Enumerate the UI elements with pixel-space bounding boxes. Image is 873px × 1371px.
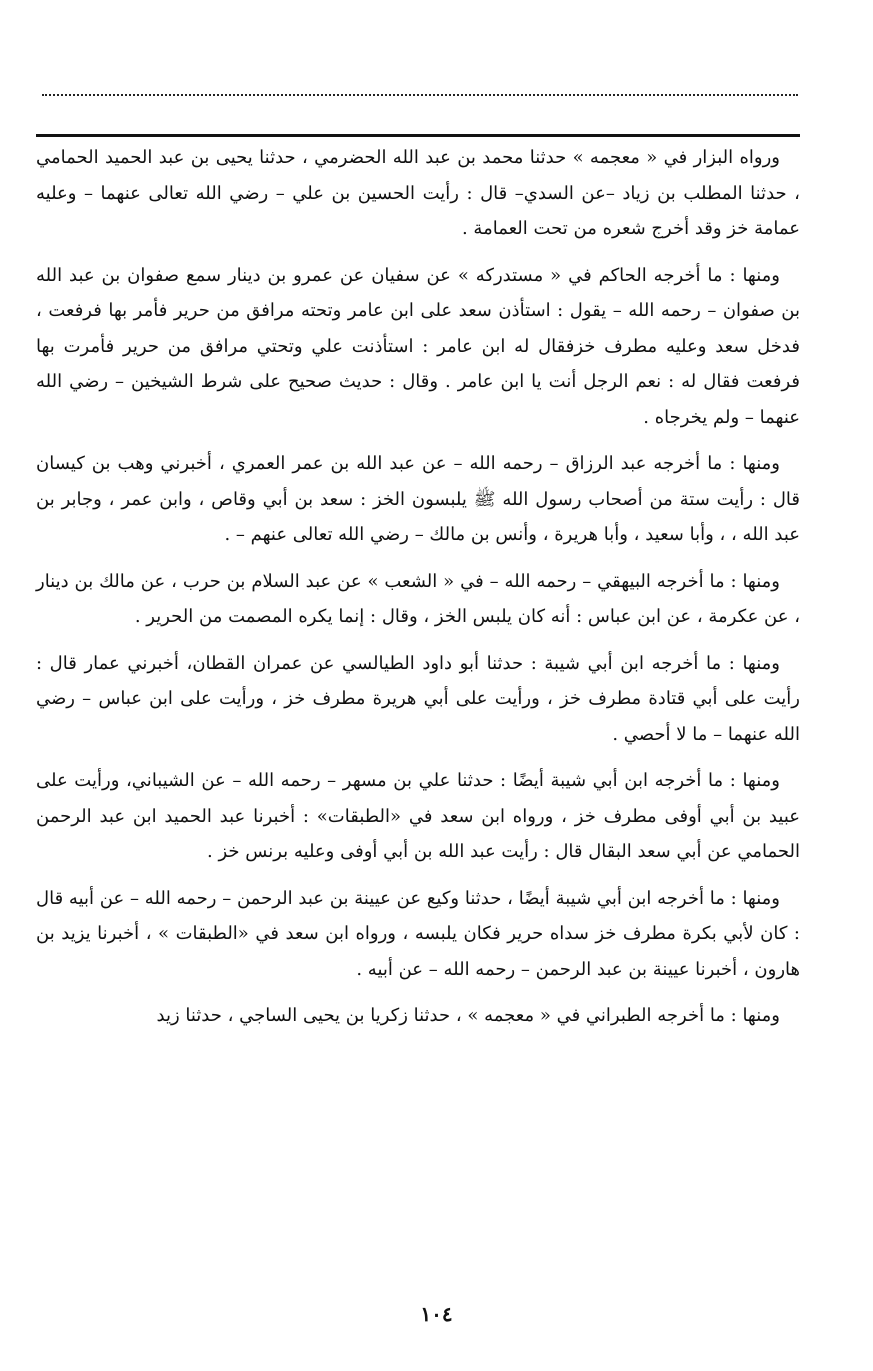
- paragraph: ومنها : ما أخرجه ابن أبي شيبة أيضًا ، حدثنا وكيع عن عيينة بن عبد الرحمن – رحمه الله – عن أبيه قال : كان لأبي بكرة مطرف خز سداه حرير فكان يلبسه ، ورواه ابن سعد في «الطبقات » ، أخبرنا يزيد بن هارون ، أخبرنا عيينة بن عبد الرحمن – رحمه الله – عن أبيه .: [36, 887, 800, 980]
- body-text: [36, 140, 800, 1034]
- paragraph: ومنها : ما أخرجه البيهقي – رحمه الله – في « الشعب » عن عبد السلام بن حرب ، عن مالك بن دينار ، عن عكرمة ، عن ابن عباس : أنه كان يلبس الخز ، وقال : إنما يكره المصمت من الحرير .: [36, 570, 800, 627]
- paragraph: ومنها : ما أخرجه عبد الرزاق – رحمه الله – عن عبد الله بن عمر العمري ، أخبرني وهب بن كيسان قال : رأيت ستة من أصحاب رسول الله ﷺ يلبسون الخز : سعد بن أبي وقاص ، وابن عمر ، وجابر بن عبد الله ، ، وأبا سعيد ، وأبا هريرة ، وأنس بن مالك – رضي الله تعالى عنهم – .: [36, 453, 800, 545]
- paragraph: ومنها : ما أخرجه الطبراني في « معجمه » ، حدثنا زكريا بن يحيى الساجي ، حدثنا زيد: [156, 1005, 780, 1026]
- header-dotted-line: [42, 94, 798, 96]
- paragraph: ومنها : ما أخرجه ابن أبي شيبة : حدثنا أبو داود الطيالسي عن عمران القطان، أخبرني عمار قال : رأيت على أبي قتادة مطرف خز ، ورأيت على أبي هريرة مطرف خز ، ورأيت على ابن عباس – رضي الله عنهما – ما لا أحصي .: [36, 652, 800, 745]
- paragraph: ومنها : ما أخرجه الحاكم في « مستدركه » عن سفيان عن عمرو بن دينار سمع صفوان بن عبد الله بن صفوان – رحمه الله – يقول : استأذن سعد على ابن عامر وتحته مرافق من حرير فأمر بها فرفعت ، فدخل سعد وعليه مطرف خزفقال له ابن عامر : استأذنت علي وتحتي مرافق من حرير فأمرت بها فرفعت فقال له : نعم الرجل أنت يا ابن عامر . وقال : حديث صحيح على شرط الشيخين – رضي الله عنهما – ولم يخرجاه .: [36, 264, 800, 428]
- paragraph: ومنها : ما أخرجه ابن أبي شيبة أيضًا : حدثنا علي بن مسهر – رحمه الله – عن الشيباني، ورأيت على عبيد بن أبي أوفى مطرف خز ، ورواه ابن سعد في «الطبقات» : أخبرنا عبد الحميد ابن عبد الرحمن الحمامي عن أبي سعد البقال قال : رأيت عبد الله بن أبي أوفى وعليه برنس خز .: [36, 770, 800, 862]
- paragraph: ورواه البزار في « معجمه » حدثنا محمد بن عبد الله الحضرمي ، حدثنا يحيى بن عبد الحميد الحمامي ، حدثنا المطلب بن زياد –عن السدي– قال : رأيت الحسين بن علي – رضي الله تعالى عنهما – وعليه عمامة خز وقد أخرج شعره من تحت العمامة .: [36, 147, 800, 239]
- page-number: ١٠٤: [420, 1302, 453, 1326]
- header-rule: [36, 134, 800, 137]
